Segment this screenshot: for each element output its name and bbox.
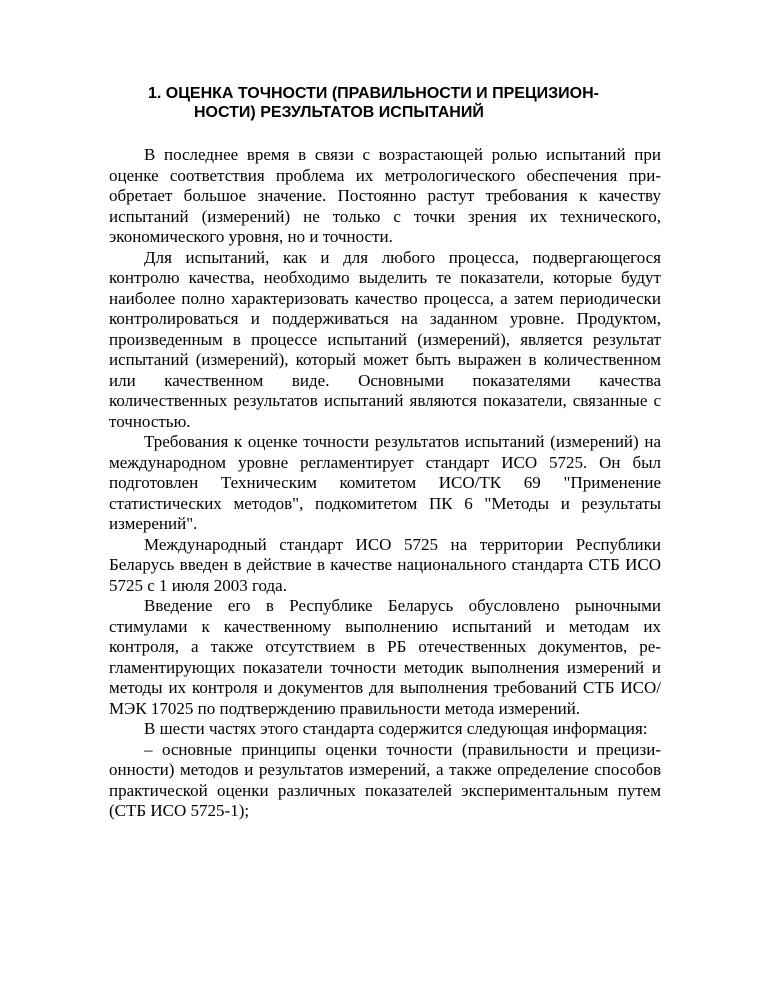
list-item-part-1: – основные принципы оценки точности (правильности и прецизионности) методов и результатов измерений, а также определение способов практической оценки различных показателей экспериментальным путем (СТБ ИСО 5725-1);	[109, 739, 661, 820]
document-page	[109, 84, 661, 822]
paragraph-introduction-reasons: Введение его в Республике Беларусь обусловлено рыночными стимулами к качественному выполнению испытаний и методам их контроля, а также отсутствием в РБ отечественных документов, регламентирующих показатели точности методик выполнения измерений и методы их контроля и документов для выполнения требований СТБ ИСО/МЭК 17025 по подтверждению правильности метода измерений.	[109, 596, 661, 718]
body-text	[109, 145, 661, 822]
paragraph-intro: В последнее время в связи с возрастающей ролью испытаний при оценке соответствия проблема их метрологического обеспечения приобретает большое значение. Постоянно растут требования к качеству испытаний (измерений) не только с точки зрения их технического, экономического уровня, но и точности.	[109, 145, 661, 246]
paragraph-quality-indicators: Для испытаний, как и для любого процесса, подвергающегося контролю качества, необходимо выделить те показатели, которые будут наиболее полно характеризовать качество процесса, а затем периодически контролироваться и поддерживаться на заданном уровне. Продуктом, произведенным в процессе испытаний (измерений), является результат испытаний (измерений), который может быть выражен в количественном или качественном виде. Основными показателями качества количественных результатов испытаний являются показатели, связанные с точностью.	[109, 247, 661, 431]
paragraph-national-standard: Международный стандарт ИСО 5725 на территории Республики Беларусь введен в действие в качестве национального стандарта СТБ ИСО 5725 с 1 июля 2003 года.	[109, 534, 661, 595]
section-title-line-2: НОСТИ) РЕЗУЛЬТАТОВ ИСПЫТАНИЙ	[194, 104, 484, 121]
section-title-line-1: 1. ОЦЕНКА ТОЧНОСТИ (ПРАВИЛЬНОСТИ И ПРЕЦИЗИОН-	[148, 85, 599, 102]
section-title	[109, 84, 661, 122]
paragraph-iso-5725: Требования к оценке точности результатов испытаний (измерений) на международном уровне регламентирует стандарт ИСО 5725. Он был подготовлен Техническим комитетом ИСО/ТК 69 "Применение статистических методов", подкомитетом ПК 6 "Методы и результаты измерений".	[109, 432, 661, 533]
paragraph-six-parts: В шести частях этого стандарта содержится следующая информация:	[144, 719, 648, 738]
